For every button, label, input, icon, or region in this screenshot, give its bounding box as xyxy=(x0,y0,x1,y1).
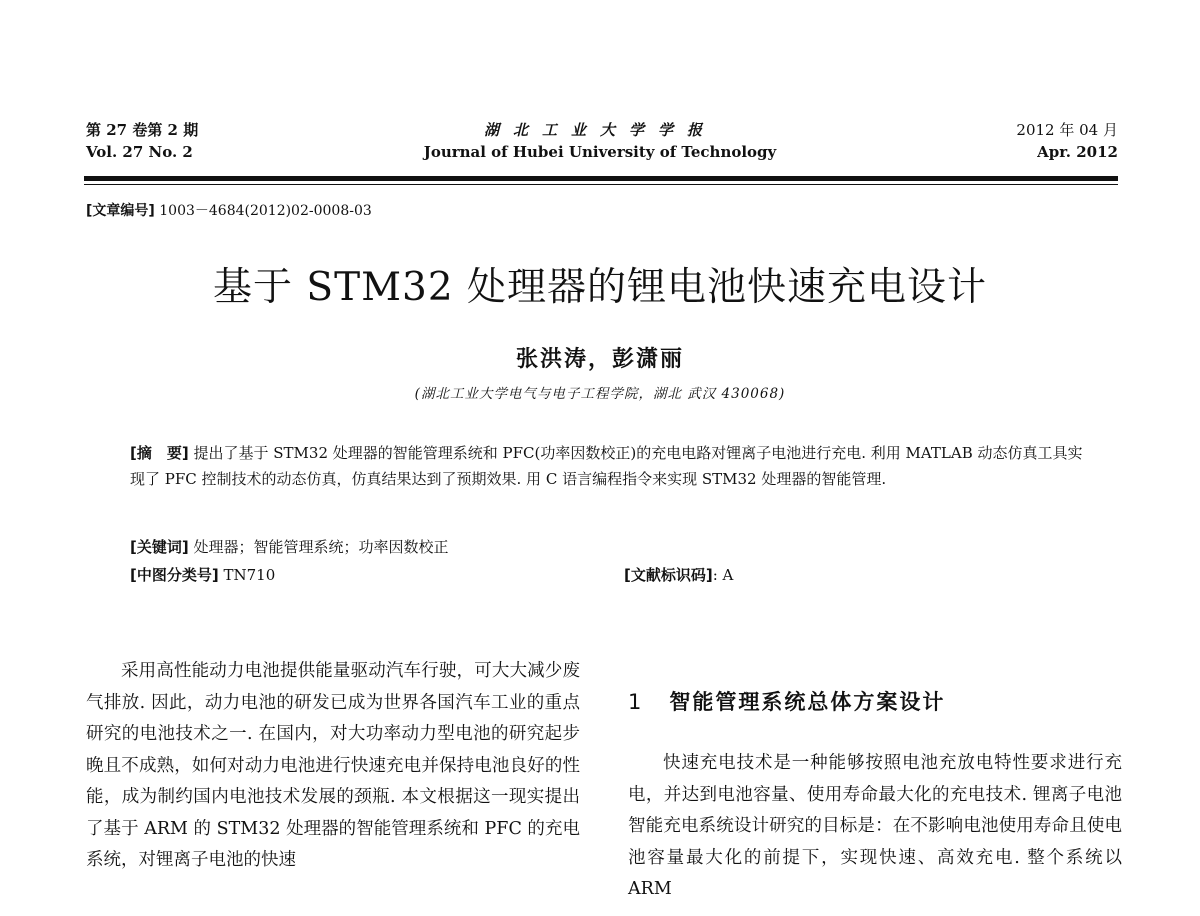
document-code xyxy=(624,564,733,585)
classification-text: TN710 xyxy=(223,566,276,584)
volume-cn: 第 27 卷第 2 期 xyxy=(86,121,199,139)
classification-number xyxy=(130,564,275,585)
journal-name-cn: 湖北工业大学学报 xyxy=(483,121,716,139)
author-affiliation: (湖北工业大学电气与电子工程学院，湖北 武汉 430068) xyxy=(414,386,786,402)
classification-label: [中图分类号] xyxy=(130,566,219,584)
section-1-heading xyxy=(628,686,945,716)
journal-date xyxy=(1016,119,1118,163)
journal-name xyxy=(300,119,900,163)
paper-title: 基于 STM32 处理器的锂电池快速充电设计 xyxy=(212,265,988,310)
header-rule-thin xyxy=(84,184,1118,185)
left-column xyxy=(86,656,580,877)
section-1-title: 智能管理系统总体方案设计 xyxy=(669,690,946,714)
keywords-label: [关键词] xyxy=(130,538,189,556)
date-cn: 2012 年 04 月 xyxy=(1016,121,1118,139)
section-1-paragraph: 快速充电技术是一种能够按照电池充放电特性要求进行充电，并达到电池容量、使用寿命最大化的充电技术. 锂离子电池智能充电系统设计研究的目标是：在不影响电池使用寿命且使电池容量最大化的前提下，实现快速、高效充电. 整个系统以 ARM xyxy=(628,753,1122,899)
document-code-text: : A xyxy=(712,566,734,584)
abstract-label: [摘 要] xyxy=(130,444,189,462)
article-number xyxy=(86,200,372,220)
article-number-value: 1003－4684(2012)02-0008-03 xyxy=(159,203,372,219)
journal-name-en: Journal of Hubei University of Technology xyxy=(423,143,777,161)
document-code-label: [文献标识码] xyxy=(624,566,713,584)
journal-issue-info xyxy=(86,119,198,163)
paper-authors: 张洪涛，彭潇丽 xyxy=(515,346,684,372)
section-1-number: 1 xyxy=(628,690,644,714)
abstract-text: 提出了基于 STM32 处理器的智能管理系统和 PFC(功率因数校正)的充电电路对锂离子电池进行充电. 利用 MATLAB 动态仿真工具实现了 PFC 控制技术的动态仿真，仿真结果达到了预期效果. 用 C 语言编程指令来实现 STM32 处理器的智能管理. xyxy=(130,444,1083,488)
right-column xyxy=(628,748,1122,906)
intro-paragraph: 采用高性能动力电池提供能量驱动汽车行驶，可大大减少废气排放. 因此，动力电池的研发已成为世界各国汽车工业的重点研究的电池技术之一. 在国内，对大功率动力型电池的研究起步晚且不成熟，如何对动力电池进行快速充电并保持电池良好的性能，成为制约国内电池技术发展的颈瓶. 本文根据这一现实提出了基于 ARM 的 STM32 处理器的智能管理系统和 PFC 的充电系统，对锂离子电池的快速 xyxy=(86,661,580,870)
article-number-label: [文章编号] xyxy=(86,203,155,219)
date-en: Apr. 2012 xyxy=(1037,143,1118,161)
abstract xyxy=(130,440,1090,492)
keywords xyxy=(130,536,449,557)
volume-en: Vol. 27 No. 2 xyxy=(86,143,193,161)
header-rule-thick xyxy=(84,176,1118,181)
keywords-text: 处理器；智能管理系统；功率因数校正 xyxy=(193,538,449,556)
